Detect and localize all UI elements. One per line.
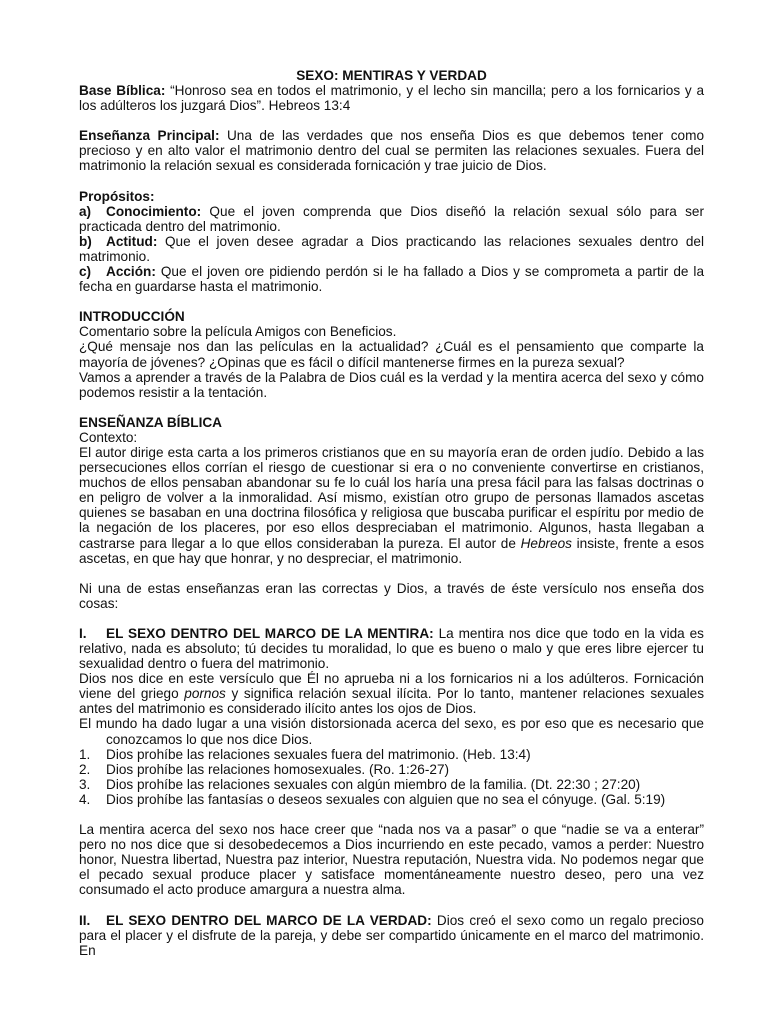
dos-cosas-paragraph: Ni una de estas enseñanzas eran las correctas y Dios, a través de éste versículo nos enseña dos cosas:: [79, 580, 704, 611]
section1-p2-text-end: y significa relación sexual ilícita. Por lo tanto, mantener relaciones sexuales antes del matrimonio es considerado ilícito antes los ojos de Dios.: [79, 686, 704, 717]
proposito-letter: b): [79, 233, 92, 249]
proposito-label: Conocimiento:: [106, 203, 202, 219]
ensenanza-principal: [79, 128, 704, 173]
list-text: Dios prohíbe las relaciones homosexuales. (Ro. 1:26-27): [106, 761, 450, 777]
contexto-label: Contexto:: [79, 429, 138, 445]
section1-intro: [79, 626, 704, 671]
proposito-letter: a): [79, 203, 92, 219]
list-item: [79, 762, 704, 777]
proposito-item: [79, 234, 704, 264]
section1-number: I.: [79, 625, 87, 641]
section1-paragraph: [79, 671, 704, 716]
section2-heading: EL SEXO DENTRO DEL MARCO DE LA VERDAD:: [106, 912, 432, 928]
list-item: [79, 792, 704, 807]
ensenanza-biblica-heading: ENSEÑANZA BÍBLICA: [79, 414, 222, 430]
list-text: Dios prohíbe las fantasías o deseos sexuales con alguien que no sea el cónyuge. (Gal. 5:19): [106, 791, 666, 807]
introduccion-line: Comentario sobre la película Amigos con Beneficios.: [79, 324, 397, 340]
hebreos-italic: Hebreos: [520, 535, 572, 551]
section2-intro: [79, 913, 704, 958]
proposito-text: Que el joven ore pidiendo perdón si le ha fallado a Dios y se comprometa a partir de la fecha en guardarse hasta el matrimonio.: [79, 264, 704, 295]
ensenanza-principal-label: Enseñanza Principal:: [79, 128, 220, 144]
proposito-text: Que el joven desee agradar a Dios practicando las relaciones sexuales dentro del matrimonio.: [79, 233, 704, 264]
list-number: 3.: [79, 776, 91, 792]
section1-p2-text: Dios nos dice en este versículo que Él no aprueba ni a los fornicarios ni a los adúlteros. Fornicación viene del griego: [79, 671, 704, 702]
proposito-label: Acción:: [106, 264, 156, 280]
section1-paragraph: El mundo ha dado lugar a una visión distorsionada acerca del sexo, es por eso que es necesario que conozcamos lo que nos dice Dios.: [79, 716, 704, 747]
contexto-text: El autor dirige esta carta a los primeros cristianos que en su mayoría eran de orden judío. Debido a las persecuciones ellos corrían el riesgo de cuestionar si era o no conveniente convertirse en cristianos, muchos de ellos pensaban abandonar su fe lo cuál los haría una presa fácil para las falsas doctrinas o en peligro de volver a la inmoralidad. Así mismo, existían otro grupo de personas llamados ascetas quienes se basaban en una doctrina filosófica y religiosa que buscaba purificar el espíritu por medio de la negación de los placeres, por eso ellos despreciaban el matrimonio. Algunos, hasta llegaban a castrarse para llegar a lo que ellos consideraban la pureza. El autor de: [79, 444, 704, 551]
propositos-heading: Propósitos:: [79, 188, 155, 204]
proposito-letter: c): [79, 264, 92, 280]
proposito-item: [79, 204, 704, 234]
list-item: [79, 747, 704, 762]
proposito-text: Que el joven comprenda que Dios diseñó la relación sexual sólo para ser practicada dentro del matrimonio.: [79, 203, 704, 234]
proposito-label: Actitud:: [106, 233, 158, 249]
list-text: Dios prohíbe las relaciones sexuales fuera del matrimonio. (Heb. 13:4): [106, 746, 531, 762]
list-number: 1.: [79, 746, 91, 762]
document-title: SEXO: MENTIRAS Y VERDAD: [296, 68, 487, 83]
section1-intro-text: La mentira nos dice que todo en la vida es relativo, nada es absoluto; tú decides tu moralidad, lo que es bueno o malo y que eres libre ejercer tu sexualidad dentro o fuera del matrimonio.: [79, 625, 704, 672]
section2-text: Dios creó el sexo como un regalo precioso para el placer y el disfrute de la pareja, y debe ser compartido únicamente en el marco del matrimonio. En: [79, 912, 704, 958]
list-text: Dios prohíbe las relaciones sexuales con algún miembro de la familia. (Dt. 22:30 ; 27:20): [106, 776, 641, 792]
proposito-item: [79, 264, 704, 294]
section2-number: II.: [79, 912, 91, 928]
list-number: 4.: [79, 791, 91, 807]
base-biblica-label: Base Bíblica:: [79, 83, 166, 99]
section1-closing-paragraph: La mentira acerca del sexo nos hace creer que “nada nos va a pasar” o que “nadie se va a enterar” pero no nos dice que si desobedecemos a Dios incurriendo en este pecado, vamos a perder: Nuestro honor, Nuestra libertad, Nuestra paz interior, Nuestra reputación, Nuestra vida. No podemos negar que el pecado sexual produce placer y satisface momentáneamente nuestro deseo, pero una vez consumado el acto produce amargura a nuestra alma.: [79, 822, 704, 898]
list-item: [79, 777, 704, 792]
contexto-paragraph: [79, 445, 704, 566]
introduccion-line: ¿Qué mensaje nos dan las películas en la actualidad? ¿Cuál es el pensamiento que comparte la mayoría de jóvenes? ¿Opinas que es fácil o difícil mantenerse firmes en la pureza sexual?: [79, 339, 704, 370]
introduccion-heading: INTRODUCCIÓN: [79, 309, 185, 325]
ensenanza-principal-text: Una de las verdades que nos enseña Dios es que debemos tener como precioso y en alto valor el matrimonio dentro del cual se permiten las relaciones sexuales. Fuera del matrimonio la relación sexual es considerada fornicación y trae juicio de Dios.: [79, 128, 705, 174]
section1-heading: EL SEXO DENTRO DEL MARCO DE LA MENTIRA:: [106, 625, 434, 641]
list-number: 2.: [79, 761, 91, 777]
pornos-italic: pornos: [184, 686, 226, 702]
introduccion-line: Vamos a aprender a través de la Palabra de Dios cuál es la verdad y la mentira acerca del sexo y cómo podemos resistir a la tentación.: [79, 369, 704, 400]
contexto-text-end: insiste, frente a esos ascetas, en que hay que honrar, y no despreciar, el matrimonio.: [79, 535, 705, 566]
base-biblica: [79, 83, 704, 113]
base-biblica-text: “Honroso sea en todos el matrimonio, y el lecho sin mancilla; pero a los fornicarios y a los adúlteros los juzgará Dios”. Hebreos 13:4: [79, 83, 705, 114]
